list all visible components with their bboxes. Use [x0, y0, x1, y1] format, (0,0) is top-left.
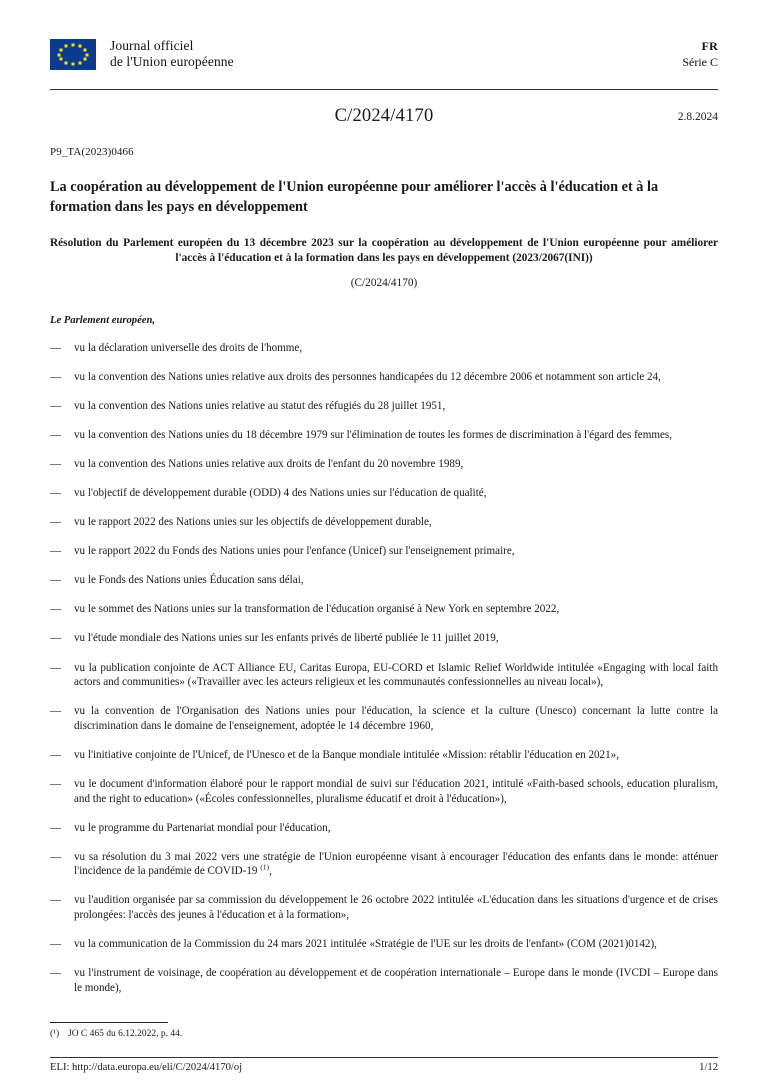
document-subtitle: Résolution du Parlement européen du 13 décembre 2023 sur la coopération au développement de l'Union européenne pour améliorer l'accès à l'éducation et à la formation dans les pays en développement (2023/2067(INI)): [50, 237, 718, 264]
recital-dash: —: [50, 370, 62, 383]
eu-star-icon: [72, 63, 75, 66]
recital-text: vu la communication de la Commission du 24 mars 2021 intitulée «Stratégie de l'UE sur les droits de l'enfant» (COM (2021)0142),: [74, 938, 657, 951]
journal-title: [110, 38, 234, 70]
recital-dash: —: [50, 894, 62, 907]
page-title: La coopération au développement de l'Union européenne pour améliorer l'accès à l'éducation et à la formation dans les pays en développement: [50, 179, 659, 215]
footer-divider: [50, 1057, 718, 1058]
recital-text: vu le document d'information élaboré pour le rapport mondial de suivi sur l'éducation 2021, intitulé «Faith-based schools, education pluralism, and the right to education» («Écoles confessionnelles, pluralisme éducatif et droit à l'éducation»),: [74, 778, 718, 805]
recital-text: vu le rapport 2022 du Fonds des Nations unies pour l'enfance (Unicef) sur l'enseignement primaire,: [74, 545, 515, 558]
footnote-text: JO C 465 du 6.12.2022, p. 44.: [68, 1029, 183, 1039]
eu-flag-icon: [50, 39, 96, 70]
footnote: [50, 1028, 718, 1041]
recital-dash: —: [50, 341, 62, 354]
footnote-marker: (¹): [50, 1029, 60, 1039]
recital-text: vu l'instrument de voisinage, de coopération au développement et de coopération internationale – Europe dans le monde (IVCDI – Europe dans le monde),: [74, 967, 718, 994]
masthead-meta: [682, 38, 718, 70]
recital-text: vu le Fonds des Nations unies Éducation sans délai,: [74, 574, 304, 587]
recital-dash: —: [50, 938, 62, 951]
ta-number: P9_TA(2023)0466: [50, 146, 134, 158]
recital-item: [50, 821, 718, 836]
masthead-divider: [50, 89, 718, 90]
recital-item: [50, 704, 718, 733]
recitals-list: [50, 341, 718, 996]
recital-text: vu la convention des Nations unies du 18 décembre 1979 sur l'élimination de toutes les formes de discrimination à l'égard des femmes,: [74, 428, 672, 441]
recital-item: [50, 966, 718, 995]
recital-text: vu l'initiative conjointe de l'Unicef, de l'Unesco et de la Banque mondiale intitulée «Mission: rétablir l'éducation en 2021»,: [74, 748, 619, 761]
recital-text: vu la convention des Nations unies relative au statut des réfugiés du 28 juillet 1951,: [74, 399, 446, 412]
eu-star-icon: [59, 48, 62, 51]
recital-item: [50, 341, 718, 356]
recital-text: vu le rapport 2022 des Nations unies sur les objectifs de développement durable,: [74, 516, 432, 529]
recital-text: vu sa résolution du 3 mai 2022 vers une stratégie de l'Union européenne visant à encourager l'éducation des enfants dans le monde: atténuer l'incidence de la pandémie de COVID-19 $^{(1)}$,: [74, 850, 718, 878]
preamble-text: Le Parlement européen,: [50, 315, 156, 326]
recital-item: [50, 457, 718, 472]
recital-item: [50, 486, 718, 501]
page-footer: [50, 1057, 718, 1073]
recital-dash: —: [50, 486, 62, 499]
recital-dash: —: [50, 516, 62, 529]
document-reference: C/2024/4170: [334, 106, 434, 126]
document-subreference: (C/2024/4170): [350, 277, 418, 289]
recital-text: vu la convention des Nations unies relative aux droits des personnes handicapées du 12 décembre 2006 et notamment son article 24,: [74, 370, 661, 383]
recital-dash: —: [50, 705, 62, 718]
recital-dash: —: [50, 821, 62, 834]
masthead-brand: [50, 38, 234, 70]
recital-text: vu la publication conjointe de ACT Alliance EU, Caritas Europa, EU-CORD et Islamic Relief Worldwide intitulée «Engaging with local faith actors and communities» («Travailler avec les acteurs religieux et les communautés confessionnelles au niveau local»),: [74, 661, 718, 689]
recital-item: [50, 893, 718, 922]
series-label: Série C: [682, 55, 718, 69]
eu-star-icon: [64, 45, 67, 48]
recital-text: vu le sommet des Nations unies sur la transformation de l'éducation organisé à New York en septembre 2022,: [74, 603, 560, 616]
eu-star-icon: [64, 61, 67, 64]
document-id-row: [50, 106, 718, 132]
recital-item: [50, 661, 718, 690]
eu-star-icon: [59, 58, 62, 61]
recital-dash: —: [50, 748, 62, 761]
footer-row: [50, 1062, 718, 1073]
eu-star-icon: [84, 58, 87, 61]
recital-text: vu la convention de l'Organisation des Nations unies pour l'éducation, la science et la culture (Unesco) concernant la lutte contre la discrimination dans le domaine de l'enseignement, adoptée le 14 décembre 1960,: [74, 705, 718, 732]
recital-text: vu la convention des Nations unies relative aux droits de l'enfant du 20 novembre 1989,: [74, 457, 464, 470]
recital-text: vu l'étude mondiale des Nations unies sur les enfants privés de liberté publiée le 11 juillet 2019,: [74, 632, 499, 645]
recital-text: vu l'objectif de développement durable (ODD) 4 des Nations unies sur l'éducation de qualité,: [74, 486, 487, 499]
recital-dash: —: [50, 574, 62, 587]
recital-item: [50, 602, 718, 617]
footnote-divider: [50, 1022, 168, 1023]
journal-title-line2: de l'Union européenne: [110, 54, 234, 69]
page-content: [50, 0, 718, 1087]
publication-date: 2.8.2024: [677, 111, 718, 123]
recital-item: [50, 777, 718, 806]
footnote-reference[interactable]: (1): [260, 862, 270, 872]
recital-item: [50, 937, 718, 952]
recital-dash: —: [50, 545, 62, 558]
recital-dash: —: [50, 778, 62, 790]
eu-star-icon: [57, 53, 60, 56]
recital-item: [50, 515, 718, 530]
recital-dash: —: [50, 967, 62, 980]
recital-text: vu l'audition organisée par sa commission du développement le 26 octobre 2022 intitulée «L'éducation dans les situations d'urgence et de crises prolongées: l'accès des jeunes à l'éducation et à la formation»,: [74, 894, 718, 922]
recital-text: vu le programme du Partenariat mondial pour l'éducation,: [74, 821, 331, 834]
recital-item: [50, 428, 718, 443]
recital-item: [50, 399, 718, 414]
recital-dash: —: [50, 428, 62, 441]
recital-item: [50, 748, 718, 763]
masthead: [50, 0, 718, 82]
recital-dash: —: [50, 457, 62, 470]
recital-item: [50, 544, 718, 559]
recital-dash: —: [50, 850, 62, 863]
recital-item: [50, 573, 718, 588]
recital-dash: —: [50, 632, 62, 645]
eu-star-icon: [72, 43, 75, 46]
recital-dash: —: [50, 603, 62, 616]
eu-star-icon: [79, 45, 82, 48]
eli-link[interactable]: ELI: http://data.europa.eu/eli/C/2024/4170/oj: [50, 1062, 243, 1073]
language-code: FR: [701, 39, 718, 53]
recital-dash: —: [50, 661, 62, 674]
page-number: 1/12: [699, 1062, 718, 1073]
eu-star-icon: [79, 61, 82, 64]
recital-item: [50, 370, 718, 385]
eu-star-icon: [86, 53, 89, 56]
recital-item: [50, 631, 718, 646]
recital-dash: —: [50, 399, 62, 412]
journal-title-line1: Journal officiel: [110, 38, 194, 53]
eu-star-icon: [84, 48, 87, 51]
footnote-area: [50, 1022, 718, 1041]
recital-text: vu la déclaration universelle des droits de l'homme,: [74, 341, 303, 354]
recital-item: [50, 850, 718, 879]
